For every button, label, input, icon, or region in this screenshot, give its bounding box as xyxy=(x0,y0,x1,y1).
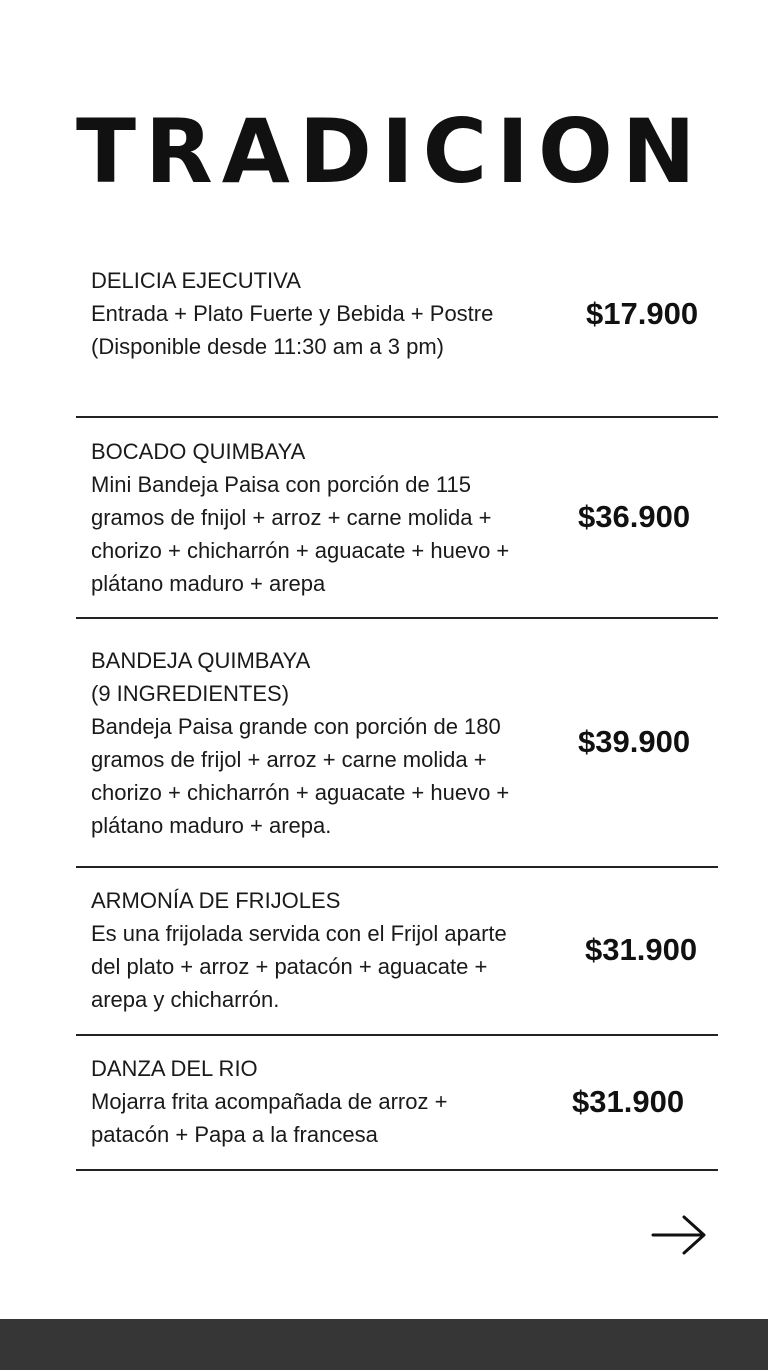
menu-item-description-line: arepa y chicharrón. xyxy=(91,987,280,1012)
menu-item-description-line: chorizo + chicharrón + aguacate + huevo + xyxy=(91,780,510,805)
menu-item-description-line: patacón + Papa a la francesa xyxy=(91,1122,378,1147)
divider xyxy=(76,617,718,619)
divider xyxy=(76,1034,718,1036)
menu-item-description-line: chorizo + chicharrón + aguacate + huevo + xyxy=(91,538,510,563)
divider xyxy=(76,1169,718,1171)
menu-item-price: $31.900 xyxy=(572,1084,685,1119)
menu-item-description-line: gramos de fnijol + arroz + carne molida + xyxy=(91,505,492,530)
menu-item-name: BANDEJA QUIMBAYA xyxy=(91,648,311,673)
menu-item-text xyxy=(91,264,561,363)
menu-item-price: $39.900 xyxy=(578,724,691,759)
menu-item-text xyxy=(91,884,561,1016)
menu-item-description-line: Mojarra frita acompañada de arroz + xyxy=(91,1089,448,1114)
menu-item-text xyxy=(91,1052,561,1151)
menu-item-description-line: Mini Bandeja Paisa con porción de 115 xyxy=(91,472,471,497)
menu-item-text xyxy=(91,435,561,600)
menu-item-description-line: Entrada + Plato Fuerte y Bebida + Postre xyxy=(91,301,494,326)
menu-item-name: ARMONÍA DE FRIJOLES xyxy=(91,888,341,913)
menu-item-description-line: plátano maduro + arepa xyxy=(91,571,326,596)
menu-item-description-line: (Disponible desde 11:30 am a 3 pm) xyxy=(91,334,445,359)
divider xyxy=(76,866,718,868)
menu-item-price: $17.900 xyxy=(586,296,699,331)
menu-item-name: DELICIA EJECUTIVA xyxy=(91,268,301,293)
arrow-right-icon[interactable] xyxy=(650,1212,708,1258)
page-title: TRADICION xyxy=(76,100,705,203)
footer-bar xyxy=(0,1319,768,1370)
menu-item-description-line: plátano maduro + arepa. xyxy=(91,813,332,838)
menu-item-description-line: Bandeja Paisa grande con porción de 180 xyxy=(91,714,501,739)
menu-item-description-line: (9 INGREDIENTES) xyxy=(91,681,290,706)
menu-item-text xyxy=(91,644,561,842)
menu-item-name: DANZA DEL RIO xyxy=(91,1056,258,1081)
menu-item-description-line: Es una frijolada servida con el Frijol aparte xyxy=(91,921,507,946)
divider xyxy=(76,416,718,418)
menu-item-name: BOCADO QUIMBAYA xyxy=(91,439,306,464)
menu-item-description-line: del plato + arroz + patacón + aguacate + xyxy=(91,954,488,979)
menu-item-description-line: gramos de frijol + arroz + carne molida + xyxy=(91,747,487,772)
menu-item-price: $31.900 xyxy=(585,932,698,967)
menu-item-price: $36.900 xyxy=(578,499,691,534)
